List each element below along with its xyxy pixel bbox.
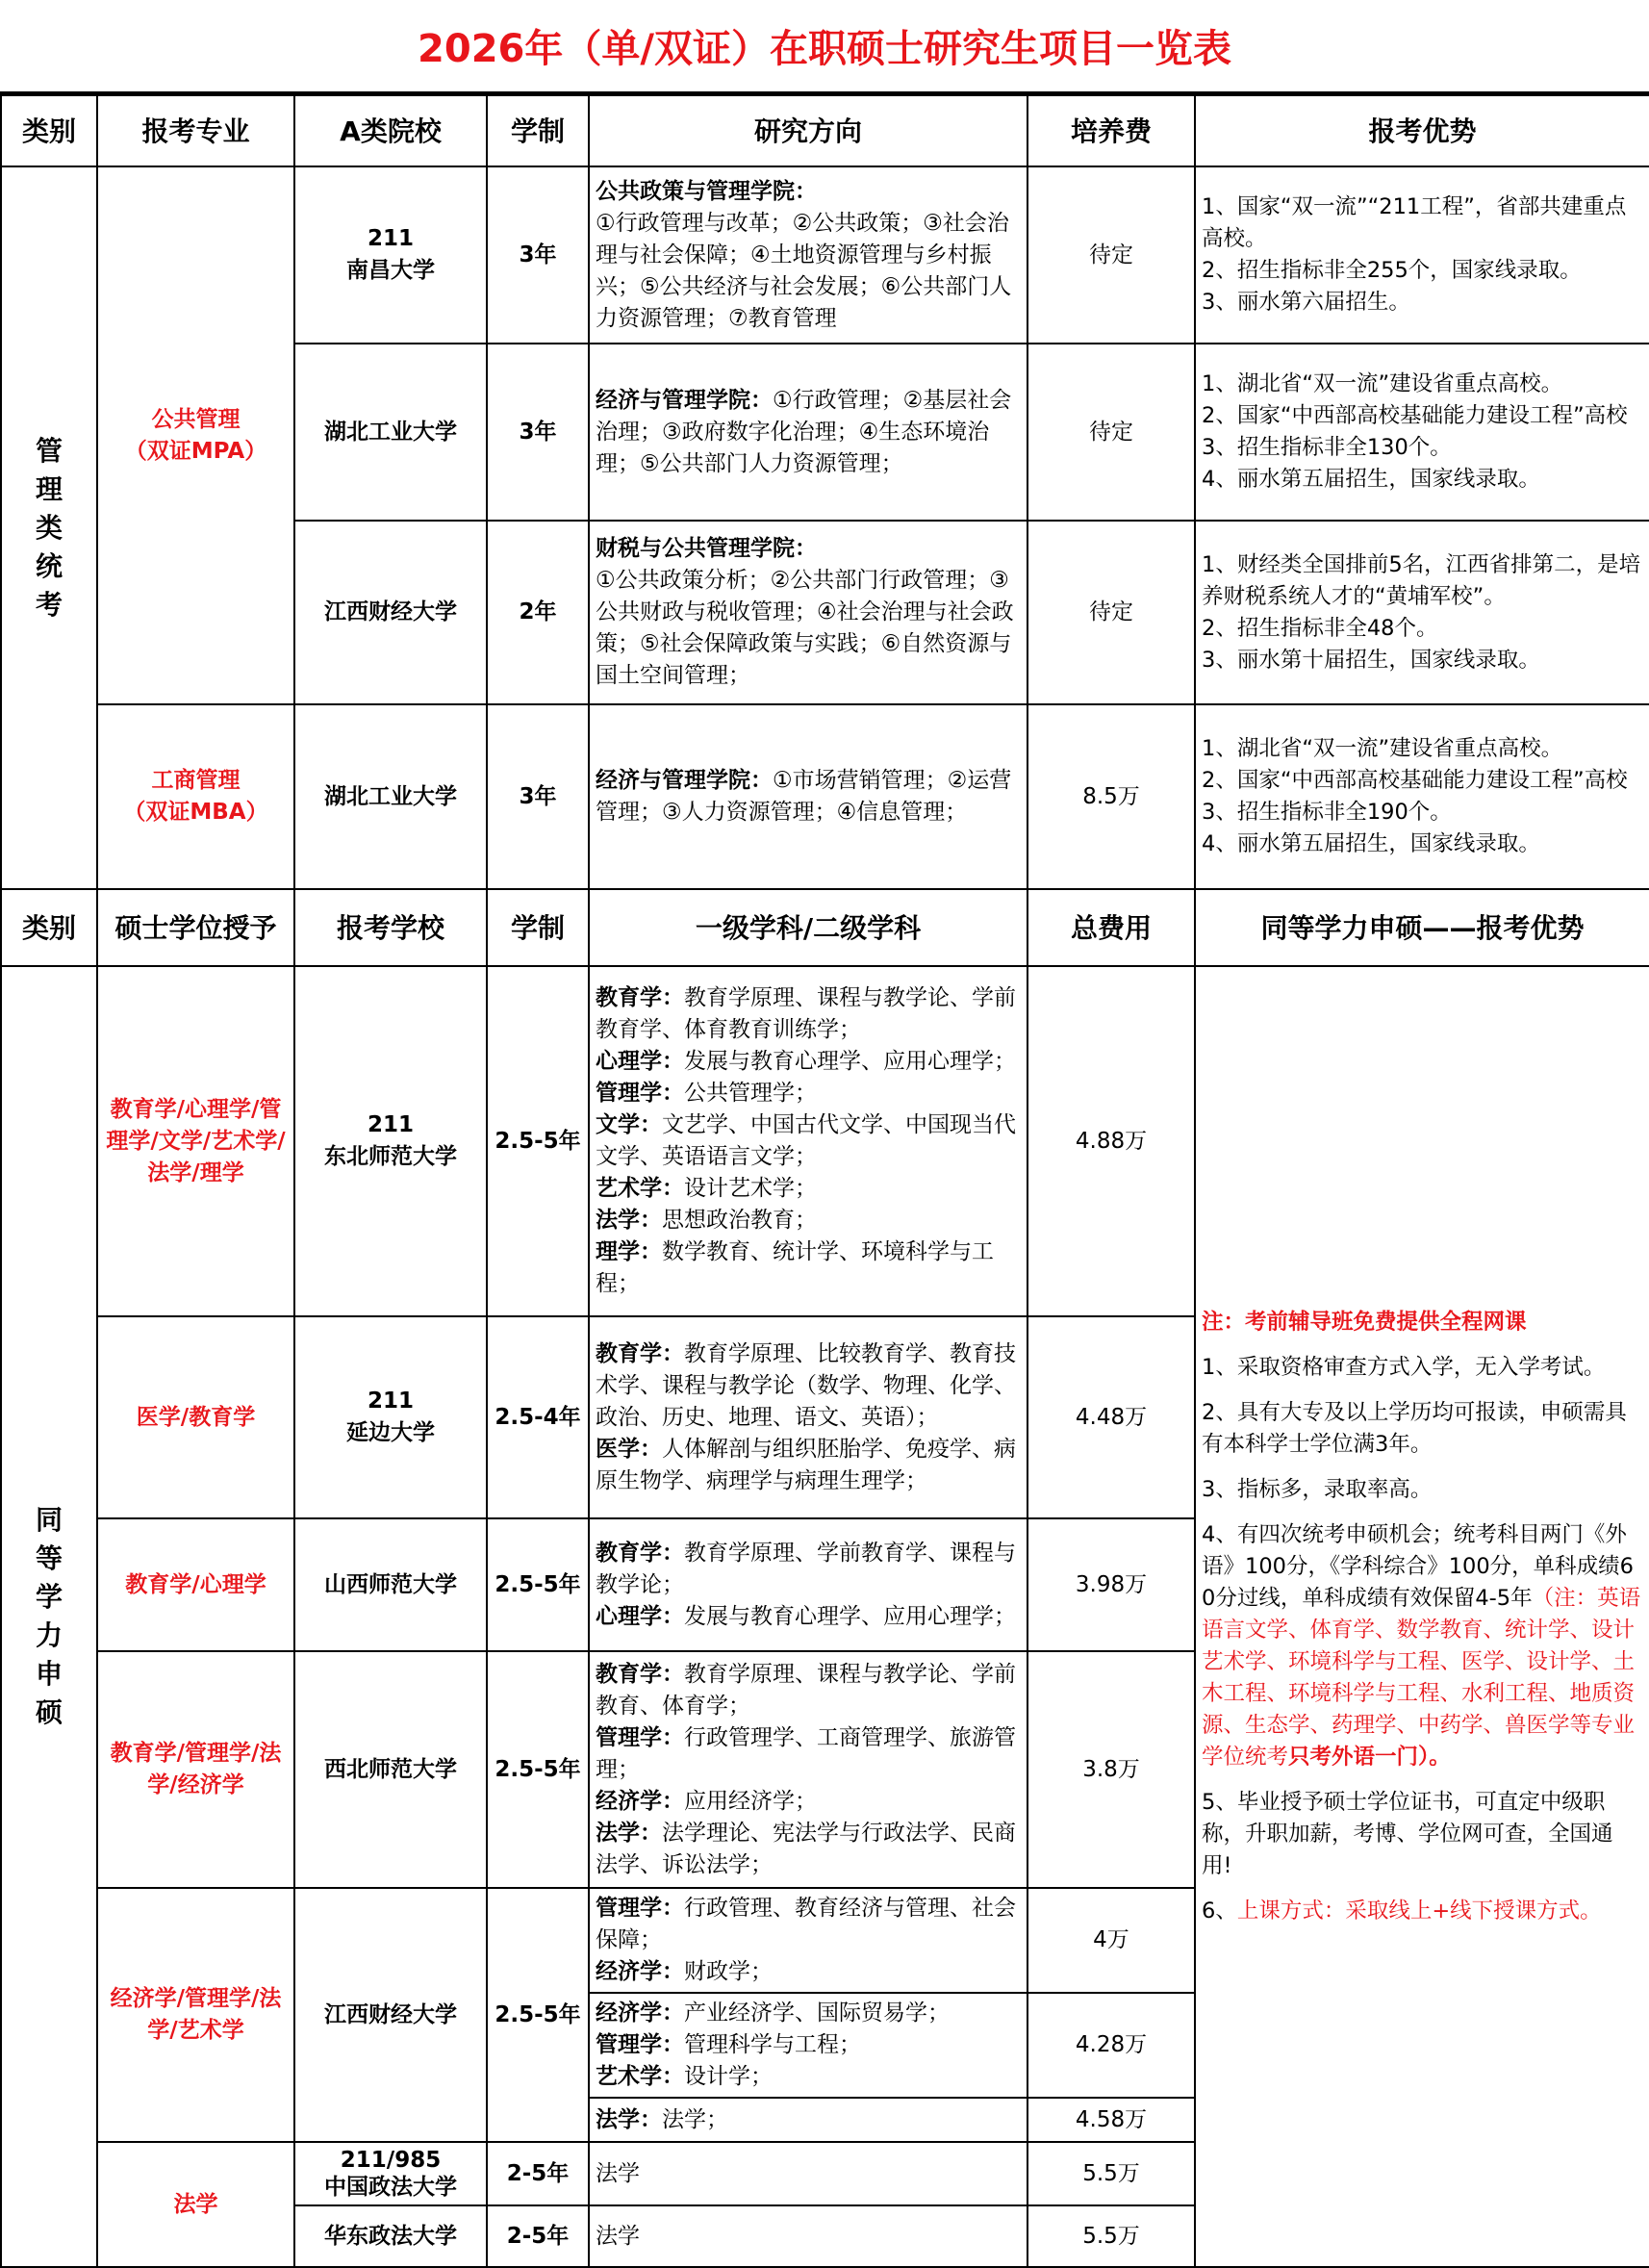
header-cell: 硕士学位授予: [97, 889, 294, 966]
subject-item: [596, 1956, 1021, 1988]
header-cell: 学制: [487, 889, 589, 966]
school-cell: [294, 1651, 487, 1888]
category-cell: [1, 166, 97, 889]
advantage-text: 4、有四次统考申硕机会；统考科目两门《外语》100分，《学科综合》100分，单科成绩60分过线，单科成绩有效保留4-5年: [1202, 1521, 1634, 1611]
advantage-item: 4、丽水第五届招生，国家线录取。: [1202, 467, 1540, 492]
header-cell: 同等学力申硕——报考优势: [1195, 889, 1649, 966]
subject-body: 行政管理、教育经济与管理、社会保障；: [596, 1896, 1016, 1952]
major-note: （双证MBA）: [123, 800, 268, 825]
direction-body: ①行政管理与改革；②公共政策；③社会治理与社会保障；④土地资源管理与乡村振兴；⑤公共经济与社会发展；⑥公共部门人力资源管理；⑦教育管理: [596, 210, 1012, 331]
advantage-item: 1、湖北省“双一流”建设省重点高校。: [1202, 371, 1563, 396]
advantage-item: 1、国家“双一流”“211工程”，省部共建重点高校。: [1202, 194, 1627, 251]
fee-cell: 4万: [1027, 1888, 1195, 1993]
subject-cell: [589, 1316, 1027, 1518]
school-name: 南昌大学: [346, 258, 435, 283]
school-name: 湖北工业大学: [324, 419, 457, 445]
subject-head: 法学：: [596, 2106, 662, 2132]
subject-body: 教育学原理、课程与教学论、学前教育、体育学；: [596, 1661, 1016, 1719]
subject-body: 教育学原理、比较教育学、教育技术学、课程与教学论（数学、物理、化学、政治、历史、地理、语文、英语）；: [596, 1340, 1016, 1430]
subject-item: [596, 1173, 1021, 1205]
subject-item: [596, 1998, 1021, 2029]
school-name: 江西财经大学: [324, 599, 457, 624]
subject-item: [596, 1236, 1021, 1300]
fee-cell: 4.88万: [1027, 966, 1195, 1316]
direction-head: 经济与管理学院：: [596, 768, 773, 793]
duration-cell: 2.5-4年: [487, 1316, 589, 1518]
header-cell: 报考优势: [1195, 95, 1649, 166]
subject-head: 教育学：: [596, 1661, 684, 1687]
subject-body: 产业经济学、国际贸易学；: [684, 2000, 950, 2026]
subject-item: [596, 1659, 1021, 1722]
subject-body: 思想政治教育；: [662, 1208, 817, 1233]
subject-cell: [589, 1518, 1027, 1651]
subject-cell: 法学: [589, 2142, 1027, 2205]
advantage-note-bold: 只考外语一门）。: [1288, 1744, 1451, 1770]
major-name: 工商管理: [151, 768, 241, 793]
advantage-item: 3、丽水第十届招生，国家线录取。: [1202, 647, 1540, 673]
advantage-item: 4、丽水第五届招生，国家线录取。: [1202, 831, 1540, 856]
header-cell: 培养费: [1027, 95, 1195, 166]
subject-head: 教育学：: [596, 1540, 684, 1566]
degree-cell: 教育学/管理学/法学/经济学: [97, 1651, 294, 1888]
subject-cell: [589, 966, 1027, 1316]
major-note: （双证MPA）: [124, 438, 267, 464]
header-cell: 一级学科/二级学科: [589, 889, 1027, 966]
fee-cell: 待定: [1027, 166, 1195, 344]
advantage-note-red: （注：英语语言文学、体育学、数学教育、统计学、设计艺术学、环境科学与工程、医学、设计学、土木工程、环境科学与工程、水利工程、地质资源、生态学、药理学、中药学、兽医学等专业学位统考: [1202, 1585, 1641, 1770]
advantage-item: 3、招生指标非全130个。: [1202, 435, 1452, 460]
subject-head: 经济学：: [596, 1788, 684, 1814]
school-cell: [294, 1316, 487, 1518]
school-rank: 211: [367, 226, 414, 251]
subject-body: 数学教育、统计学、环境科学与工程；: [596, 1239, 994, 1296]
advantage-cell: [1195, 344, 1649, 521]
category-label: 同等学力申硕: [35, 1504, 63, 1728]
subject-head: 艺术学：: [596, 2064, 684, 2089]
fee-cell: 4.58万: [1027, 2098, 1195, 2142]
subject-body: 文艺学、中国古代文学、中国现当代文学、英语语言文学；: [596, 1112, 1016, 1169]
advantage-note: 注：考前辅导班免费提供全程网课: [1202, 1309, 1527, 1335]
direction-cell: [589, 344, 1027, 521]
duration-cell: 2-5年: [487, 2205, 589, 2267]
subject-cell: [589, 1651, 1027, 1888]
duration-cell: 2-5年: [487, 2142, 589, 2205]
degree-cell: 法学: [97, 2142, 294, 2267]
subject-cell: [589, 2098, 1027, 2142]
school-rank: 211: [367, 1112, 414, 1137]
subject-body: 发展与教育心理学、应用心理学；: [684, 1603, 1016, 1629]
subject-head: 教育学：: [596, 1340, 684, 1366]
school-name: 华东政法大学: [324, 2223, 457, 2249]
direction-body: ①市场营销管理；②运营管理；③人力资源管理；④信息管理；: [596, 768, 1012, 825]
advantage-text: 6、: [1202, 1898, 1237, 1924]
subject-body: 公共管理学；: [684, 1081, 817, 1106]
school-name: 湖北工业大学: [324, 783, 457, 809]
school-cell: [294, 344, 487, 521]
header-cell: 类别: [1, 95, 97, 166]
subject-item: [596, 1786, 1021, 1818]
advantage-note-red: 上课方式：采取线上+线下授课方式。: [1236, 1898, 1602, 1924]
advantage-item: 1、采取资格审查方式入学，无入学考试。: [1202, 1354, 1606, 1380]
program-table: [0, 94, 1649, 2268]
subject-head: 管理学：: [596, 2032, 684, 2057]
subject-body: 管理科学与工程；: [684, 2032, 861, 2057]
subject-item: [596, 1338, 1021, 1434]
page-title: 2026年（单/双证）在职硕士研究生项目一览表: [0, 0, 1649, 94]
fee-cell: 3.8万: [1027, 1651, 1195, 1888]
table-row: [1, 966, 1649, 1316]
subject-head: 管理学：: [596, 1724, 684, 1750]
subject-cell: 法学: [589, 2205, 1027, 2267]
degree-cell: 医学/教育学: [97, 1316, 294, 1518]
subject-body: 法学；: [662, 2106, 728, 2132]
duration-cell: 2.5-5年: [487, 1888, 589, 2142]
direction-body: ①行政管理；②基层社会治理；③政府数字化治理；④生态环境治理；⑤公共部门人力资源管理；: [596, 387, 1012, 476]
direction-cell: [589, 521, 1027, 704]
header-cell: 报考学校: [294, 889, 487, 966]
fee-cell: 待定: [1027, 344, 1195, 521]
subject-item: [596, 2104, 1021, 2136]
duration-cell: 2.5-5年: [487, 1651, 589, 1888]
advantage-item: 2、国家“中西部高校基础能力建设工程”高校: [1202, 403, 1628, 428]
advantage-cell: [1195, 966, 1649, 2267]
school-cell: [294, 1518, 487, 1651]
advantage-cell: [1195, 521, 1649, 704]
school-cell: [294, 521, 487, 704]
subject-body: 行政管理学、工商管理学、旅游管理；: [596, 1724, 1016, 1782]
header-cell: 报考专业: [97, 95, 294, 166]
fee-cell: 8.5万: [1027, 704, 1195, 889]
advantage-item: 2、招生指标非全48个。: [1202, 615, 1438, 641]
advantage-item: [1202, 1519, 1643, 1773]
subject-head: 心理学：: [596, 1049, 684, 1074]
fee-cell: 待定: [1027, 521, 1195, 704]
subject-head: 医学：: [596, 1436, 662, 1462]
major-cell: [97, 704, 294, 889]
fee-cell: 4.48万: [1027, 1316, 1195, 1518]
subject-item: [596, 1601, 1021, 1633]
header-cell: 学制: [487, 95, 589, 166]
advantage-item: 2、具有大专及以上学历均可报读，申硕需具有本科学士学位满3年。: [1202, 1399, 1627, 1457]
subject-body: 人体解剖与组织胚胎学、免疫学、病原生物学、病理学与病理生理学；: [596, 1436, 1016, 1493]
school-name: 江西财经大学: [324, 2001, 457, 2027]
category-label: 管理类统考: [35, 434, 63, 621]
subject-item: [596, 1078, 1021, 1109]
school-rank: 211: [367, 1389, 414, 1414]
category-cell: [1, 966, 97, 2267]
table-header-row: [1, 95, 1649, 166]
subject-item: [596, 1893, 1021, 1956]
table-header-row: [1, 889, 1649, 966]
school-name: 山西师范大学: [324, 1571, 457, 1597]
subject-item: [596, 1046, 1021, 1078]
advantage-item: [1202, 1896, 1643, 1927]
subject-item: [596, 1818, 1021, 1881]
advantage-item: 3、指标多，录取率高。: [1202, 1476, 1433, 1502]
degree-cell: 经济学/管理学/法学/艺术学: [97, 1888, 294, 2142]
school-cell: [294, 2205, 487, 2267]
advantage-item: 5、毕业授予硕士学位证书，可直定中级职称，升职加薪，考博、学位网可查，全国通用!: [1202, 1789, 1613, 1878]
header-cell: A类院校: [294, 95, 487, 166]
major-name: 公共管理: [151, 406, 241, 432]
subject-item: [596, 1722, 1021, 1786]
advantage-item: 2、国家“中西部高校基础能力建设工程”高校: [1202, 768, 1628, 793]
school-cell: [294, 966, 487, 1316]
direction-cell: [589, 704, 1027, 889]
duration-cell: 2.5-5年: [487, 966, 589, 1316]
subject-item: [596, 1538, 1021, 1601]
subject-item: [596, 2029, 1021, 2061]
subject-head: 法学：: [596, 1208, 662, 1233]
fee-cell: 5.5万: [1027, 2205, 1195, 2267]
subject-body: 财政学；: [684, 1959, 773, 1984]
subject-head: 管理学：: [596, 1081, 684, 1106]
header-cell: 类别: [1, 889, 97, 966]
fee-cell: 4.28万: [1027, 1993, 1195, 2098]
subject-cell: [589, 1888, 1027, 1993]
duration-cell: 2年: [487, 521, 589, 704]
major-cell: [97, 166, 294, 704]
subject-item: [596, 1109, 1021, 1173]
table-row: [1, 704, 1649, 889]
subject-head: 教育学：: [596, 985, 684, 1010]
direction-cell: [589, 166, 1027, 344]
direction-head: 财税与公共管理学院：: [596, 536, 817, 561]
subject-cell: [589, 1993, 1027, 2098]
subject-item: [596, 1205, 1021, 1236]
table-row: [1, 166, 1649, 344]
school-name: 东北师范大学: [324, 1144, 457, 1169]
subject-head: 经济学：: [596, 1959, 684, 1984]
school-rank: 211/985: [340, 2148, 442, 2173]
fee-cell: 5.5万: [1027, 2142, 1195, 2205]
degree-cell: 教育学/心理学: [97, 1518, 294, 1651]
advantage-cell: [1195, 166, 1649, 344]
advantage-item: 3、招生指标非全190个。: [1202, 800, 1452, 825]
school-name: 西北师范大学: [324, 1756, 457, 1782]
subject-item: [596, 1434, 1021, 1497]
direction-head: 公共政策与管理学院：: [596, 178, 817, 204]
subject-head: 经济学：: [596, 2000, 684, 2026]
subject-item: [596, 2061, 1021, 2093]
subject-head: 文学：: [596, 1112, 662, 1137]
school-cell: [294, 2142, 487, 2205]
header-cell: 研究方向: [589, 95, 1027, 166]
direction-body: ①公共政策分析；②公共部门行政管理；③公共财政与税收管理；④社会治理与社会政策；⑤社会保障政策与实践；⑥自然资源与国土空间管理；: [596, 568, 1014, 688]
subject-body: 设计艺术学；: [684, 1176, 817, 1201]
school-name: 延边大学: [346, 1420, 435, 1445]
fee-cell: 3.98万: [1027, 1518, 1195, 1651]
subject-body: 应用经济学；: [684, 1788, 817, 1814]
advantage-item: 1、财经类全国排前5名，江西省排第二，是培养财税系统人才的“黄埔军校”。: [1202, 551, 1641, 609]
school-cell: [294, 1888, 487, 2142]
duration-cell: 3年: [487, 344, 589, 521]
subject-body: 发展与教育心理学、应用心理学；: [684, 1049, 1016, 1074]
advantage-item: 2、招生指标非全255个，国家线录取。: [1202, 258, 1582, 283]
advantage-cell: [1195, 704, 1649, 889]
subject-body: 教育学原理、学前教育学、课程与教学论；: [596, 1540, 1016, 1597]
subject-head: 心理学：: [596, 1603, 684, 1629]
subject-head: 法学：: [596, 1820, 662, 1846]
subject-body: 法学理论、宪法学与行政法学、民商法学、诉讼法学；: [596, 1820, 1016, 1877]
advantage-item: 3、丽水第六届招生。: [1202, 290, 1410, 315]
subject-item: [596, 982, 1021, 1046]
header-cell: 总费用: [1027, 889, 1195, 966]
duration-cell: 3年: [487, 704, 589, 889]
subject-head: 理学：: [596, 1239, 662, 1264]
direction-head: 经济与管理学院：: [596, 387, 773, 413]
subject-body: 设计学；: [684, 2064, 773, 2089]
subject-head: 管理学：: [596, 1896, 684, 1921]
school-name: 中国政法大学: [324, 2175, 457, 2200]
advantage-item: 1、湖北省“双一流”建设省重点高校。: [1202, 736, 1563, 761]
school-cell: [294, 704, 487, 889]
duration-cell: 3年: [487, 166, 589, 344]
subject-body: 教育学原理、课程与教学论、学前教育学、体育教育训练学；: [596, 985, 1016, 1042]
subject-head: 艺术学：: [596, 1176, 684, 1201]
school-cell: [294, 166, 487, 344]
duration-cell: 2.5-5年: [487, 1518, 589, 1651]
degree-cell: 教育学/心理学/管理学/文学/艺术学/法学/理学: [97, 966, 294, 1316]
